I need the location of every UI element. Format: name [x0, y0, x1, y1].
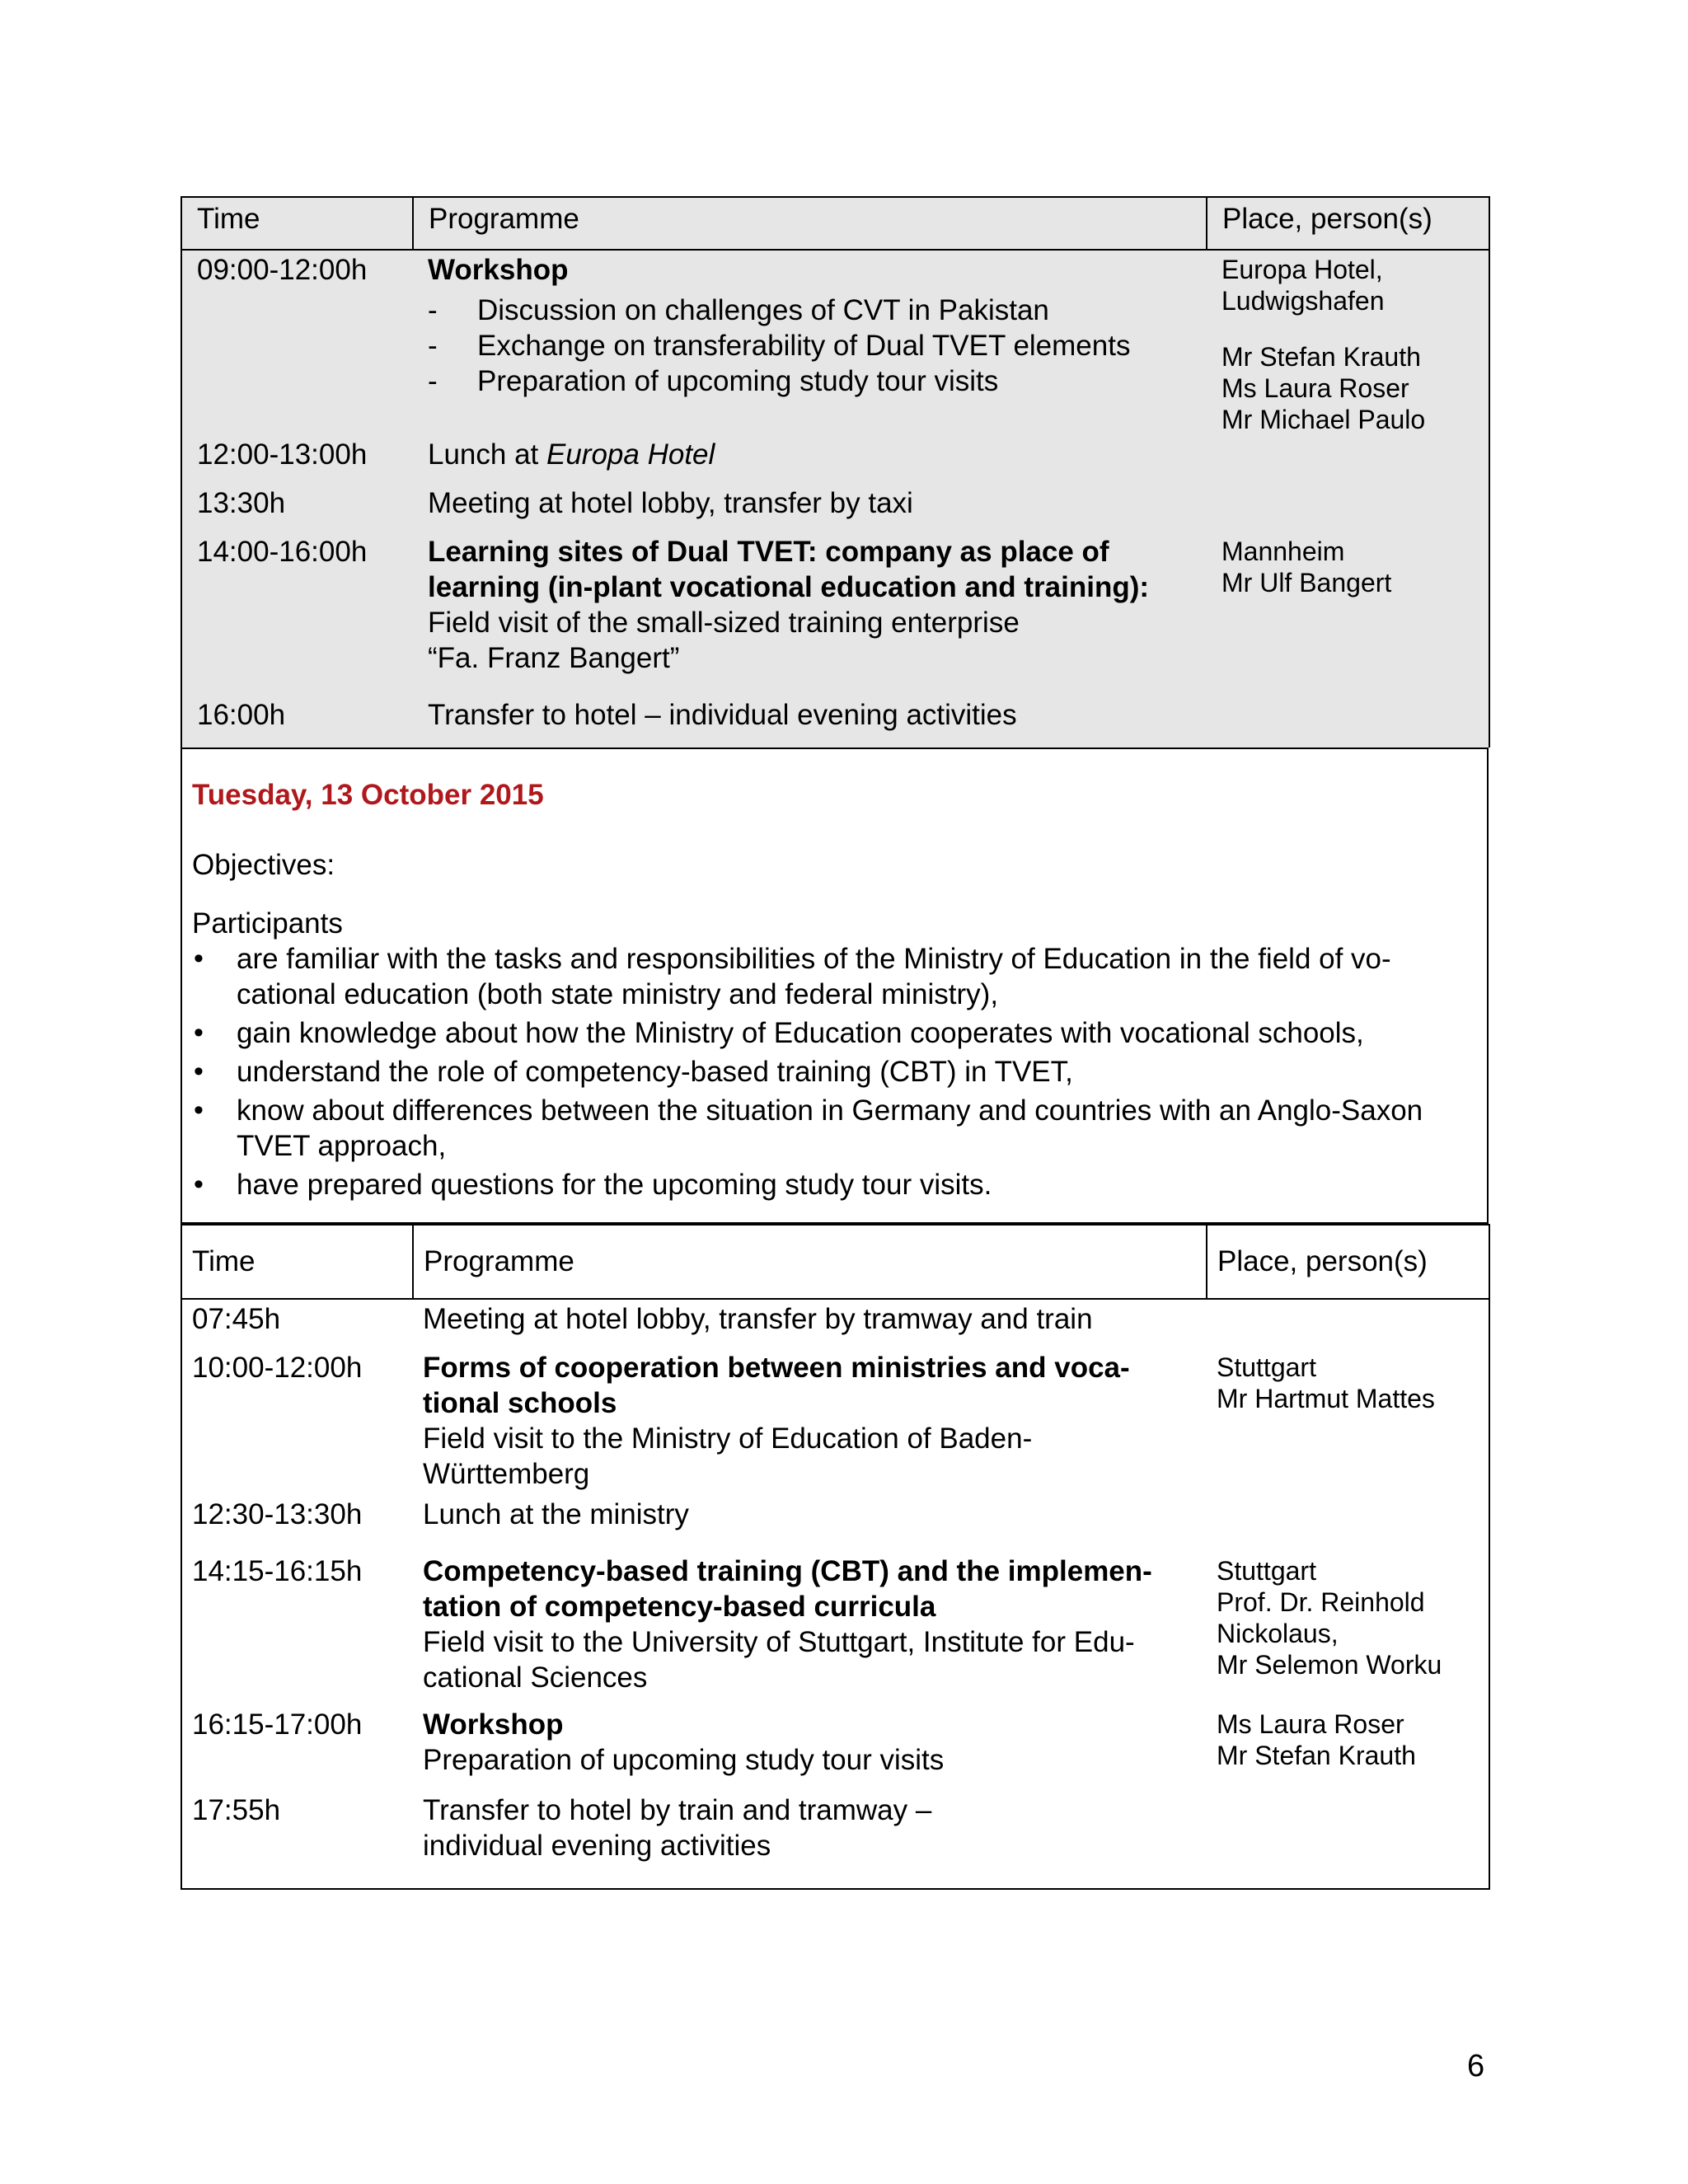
- lunch-venue: Europa Hotel: [546, 438, 715, 471]
- lunch-prefix: Lunch at: [428, 438, 546, 471]
- person-line: Mr Michael Paulo: [1221, 405, 1426, 434]
- header-programme: Programme: [413, 1225, 1207, 1299]
- table-row: [181, 1337, 1489, 1492]
- header-programme: Programme: [413, 197, 1207, 250]
- list-item: - Discussion on challenges of CVT in Pakistan: [428, 293, 1192, 328]
- place-line: Mannheim: [1221, 537, 1345, 566]
- table-row: [181, 435, 1489, 472]
- person-line: Mr Stefan Krauth: [1221, 342, 1421, 372]
- objectives-list: [192, 941, 1477, 1202]
- programme-table-day1: [181, 196, 1490, 748]
- place-cell: Ms Laura Roser Mr Stefan Krauth: [1207, 1695, 1489, 1778]
- place-cell: [1207, 472, 1489, 521]
- session-desc: Meeting at hotel lobby, transfer by tramway and train: [423, 1303, 1093, 1335]
- programme-cell: [413, 1299, 1207, 1337]
- session-title: Learning sites of Dual TVET: company as place of learning (in-plant vocational education and training):: [428, 536, 1150, 603]
- programme-cell: [413, 435, 1207, 472]
- time-cell: 16:15-17:00h: [181, 1695, 413, 1778]
- time-cell: 14:00-16:00h: [181, 521, 413, 676]
- session-title: Competency-based training (CBT) and the implemen- tation of competency-based curricula: [423, 1555, 1152, 1623]
- time-cell: 17:55h: [181, 1778, 413, 1889]
- time-cell: 12:00-13:00h: [181, 435, 413, 472]
- page-number: 6: [1467, 2049, 1485, 2083]
- place-cell: Stuttgart Mr Hartmut Mattes: [1207, 1337, 1489, 1492]
- table-row: [181, 521, 1489, 676]
- place-cell: [1207, 250, 1489, 435]
- programme-cell: [413, 521, 1207, 676]
- place-cell: [1207, 435, 1489, 472]
- session-desc: Preparation of upcoming study tour visits: [423, 1744, 945, 1776]
- objectives-label: Objectives:: [192, 849, 335, 881]
- place-cell: [1207, 1492, 1489, 1532]
- time-cell: 13:30h: [181, 472, 413, 521]
- table-header-row: [181, 197, 1489, 250]
- place-line: Europa Hotel,: [1221, 255, 1383, 284]
- person-line: Mr Ulf Bangert: [1221, 568, 1392, 598]
- table-row: [181, 1492, 1489, 1532]
- time-cell: 12:30-13:30h: [181, 1492, 413, 1532]
- time-cell: 07:45h: [181, 1299, 413, 1337]
- table-row: [181, 1695, 1489, 1778]
- time-cell: 14:15-16:15h: [181, 1532, 413, 1695]
- programme-cell: [413, 1492, 1207, 1532]
- list-item: - Exchange on transferability of Dual TVET elements: [428, 328, 1192, 363]
- header-place: Place, person(s): [1207, 1225, 1489, 1299]
- table-row: [181, 676, 1489, 748]
- place-cell: [1207, 1778, 1489, 1889]
- session-desc: “Fa. Franz Bangert”: [428, 642, 680, 674]
- place-cell: [1207, 521, 1489, 676]
- table-row: [181, 1299, 1489, 1337]
- session-desc: Field visit to the University of Stuttgart, Institute for Edu- cational Sciences: [423, 1626, 1135, 1694]
- list-item: • are familiar with the tasks and responsibilities of the Ministry of Education in the field of vo- cational education (both state ministry and federal ministry),: [192, 941, 1477, 1012]
- programme-table-day2: [181, 1224, 1490, 1890]
- session-title: Workshop: [428, 254, 569, 286]
- header-place: Place, person(s): [1207, 197, 1489, 250]
- session-desc: Lunch at the ministry: [423, 1498, 689, 1530]
- list-item: - Preparation of upcoming study tour visits: [428, 363, 1192, 399]
- programme-cell: Meeting at hotel lobby, transfer by taxi: [413, 472, 1207, 521]
- programme-cell: Transfer to hotel – individual evening activities: [413, 676, 1207, 748]
- table-row: [181, 1532, 1489, 1695]
- day-title: Tuesday, 13 October 2015: [192, 779, 544, 811]
- table-row: [181, 472, 1489, 521]
- place-line: Ludwigshafen: [1221, 286, 1385, 316]
- list-item: • understand the role of competency-based training (CBT) in TVET,: [192, 1054, 1477, 1090]
- time-cell: 16:00h: [181, 676, 413, 748]
- day-section: [181, 748, 1489, 1224]
- time-cell: 09:00-12:00h: [181, 250, 413, 435]
- session-title: Forms of cooperation between ministries and voca- tional schools: [423, 1352, 1130, 1419]
- time-cell: 10:00-12:00h: [181, 1337, 413, 1492]
- person-line: Ms Laura Roser: [1221, 373, 1409, 403]
- list-item: • have prepared questions for the upcoming study tour visits.: [192, 1167, 1477, 1202]
- table-body: [181, 1299, 1489, 1889]
- list-item: • know about differences between the situation in Germany and countries with an Anglo-Saxon TVET approach,: [192, 1093, 1477, 1164]
- header-time: Time: [181, 1225, 413, 1299]
- table-row: [181, 1778, 1489, 1889]
- list-item: • gain knowledge about how the Ministry of Education cooperates with vocational schools,: [192, 1015, 1477, 1051]
- programme-cell: [413, 250, 1207, 435]
- session-title: Workshop: [423, 1708, 564, 1741]
- programme-cell: [413, 1337, 1207, 1492]
- table-row: [181, 250, 1489, 435]
- header-time: Time: [181, 197, 413, 250]
- programme-cell: [413, 1532, 1207, 1695]
- session-desc: Transfer to hotel by train and tramway – individual evening activities: [423, 1794, 932, 1862]
- place-cell: [1207, 676, 1489, 748]
- session-desc: Field visit to the Ministry of Education of Baden-Württemberg: [423, 1422, 1033, 1490]
- programme-cell: [413, 1778, 1207, 1889]
- session-desc: Field visit of the small-sized training enterprise: [428, 607, 1020, 639]
- table-header-row: [181, 1225, 1489, 1299]
- place-cell: [1207, 1299, 1489, 1337]
- programme-cell: [413, 1695, 1207, 1778]
- workshop-items: [428, 293, 1192, 399]
- participants-label: Participants: [192, 907, 343, 940]
- place-cell: Stuttgart Prof. Dr. Reinhold Nickolaus, Mr Selemon Worku: [1207, 1532, 1489, 1695]
- document-page: [181, 196, 1489, 1890]
